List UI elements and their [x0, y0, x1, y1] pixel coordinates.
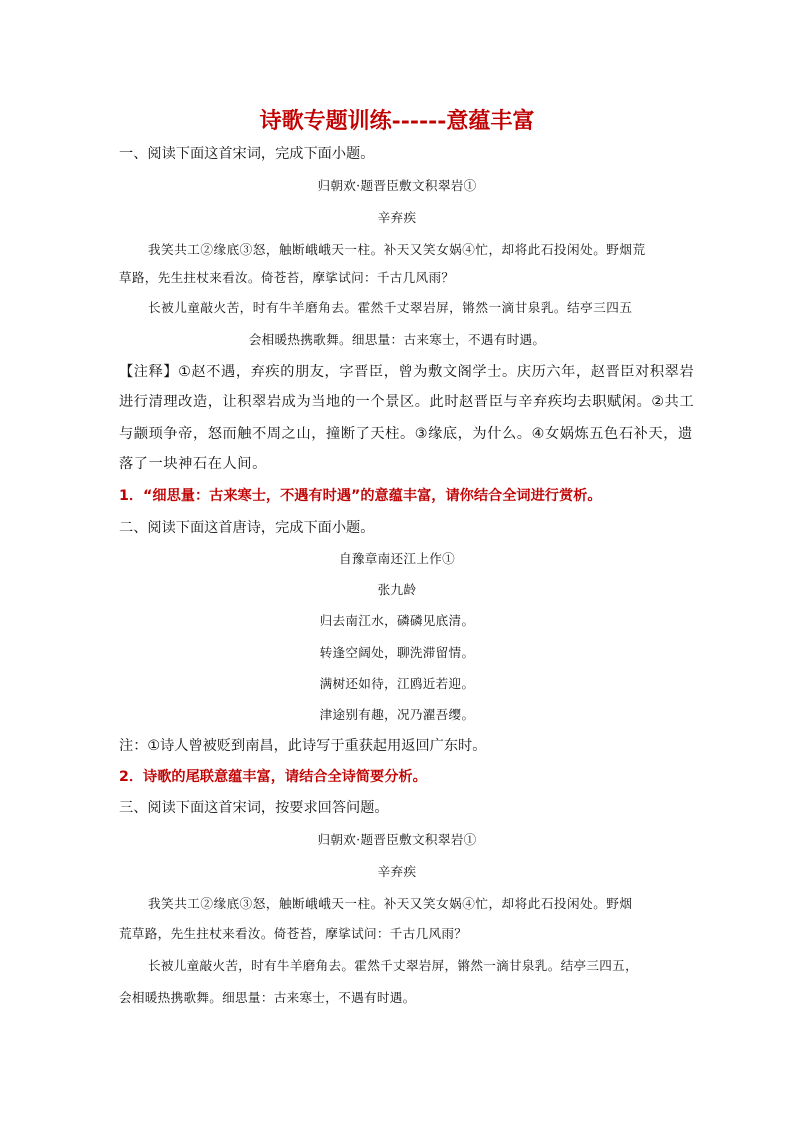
section-1-heading: 一、阅读下面这首宋词，完成下面小题。: [119, 146, 375, 162]
section-1-note-line: 落了一块神石在人间。: [119, 456, 267, 472]
section-2-note: 注：①诗人曾被贬到南昌，此诗写于重获起用返回广东时。: [119, 738, 487, 754]
question-1: 1．“细思量：古来寒士，不遇有时遇”的意蕴丰富，请你结合全词进行赏析。: [119, 488, 602, 504]
section-2-poem-author: 张九龄: [377, 582, 417, 597]
section-2-heading: 二、阅读下面这首唐诗，完成下面小题。: [119, 520, 375, 536]
section-1-poem-title: 归朝欢·题晋臣敷文积翠岩①: [317, 178, 477, 193]
section-2-poem-title: 自豫章南还江上作①: [338, 551, 456, 566]
section-3-poem-line: 会相暖热携歌舞。细思量：古来寒士，不遇有时遇。: [119, 990, 416, 1005]
section-1-poem-line: 我笑共工②缘底③怒，触断峨峨天一柱。补天又笑女娲④忙，却将此石投闲处。野烟荒: [148, 242, 646, 257]
section-1-note-line: 进行清理改造，让积翠岩成为当地的一个景区。此时赵晋臣与辛弃疾均去职赋闲。②共工: [119, 394, 695, 410]
section-3-poem-author: 辛弃疾: [377, 864, 417, 879]
section-3-poem-line: 我笑共工②缘底③怒，触断峨峨天一柱。补天又笑女娲④忙，却将此石投闲处。野烟: [148, 896, 633, 911]
section-3-poem-line: 荒草路，先生拄杖来看汝。倚苍苔，摩挲试问：千古几风雨？: [119, 926, 468, 941]
section-2-poem-line: 满树还如待，江鸥近若迎。: [319, 676, 475, 691]
section-1-poem-author: 辛弃疾: [377, 210, 417, 225]
section-2-poem-line: 津途别有趣，况乃濯吾缨。: [319, 707, 475, 722]
section-3-poem-title: 归朝欢·题晋臣敷文积翠岩①: [317, 832, 477, 847]
page-title: 诗歌专题训练------意蕴丰富: [259, 108, 535, 134]
question-2: 2．诗歌的尾联意蕴丰富，请结合全诗简要分析。: [119, 769, 427, 785]
section-2-poem-line: 归去南江水，磷磷见底清。: [319, 613, 475, 628]
section-2-poem-line: 转逢空阔处，聊洗滞留情。: [319, 645, 475, 660]
section-1-note-line: 【注释】①赵不遇，弃疾的朋友，字晋臣，曾为敷文阁学士。庆历六年，赵晋臣对积翠岩: [119, 364, 695, 380]
section-3-poem-line: 长被儿童敲火苦，时有牛羊磨角去。霍然千丈翠岩屏，锵然一滴甘泉乳。结亭三四五，: [148, 958, 638, 973]
section-3-heading: 三、阅读下面这首宋词，按要求回答问题。: [119, 800, 389, 816]
section-1-poem-line: 草路，先生拄杖来看汝。倚苍苔，摩挲试问：千古几风雨？: [119, 270, 455, 285]
section-1-poem-line: 会相暖热携歌舞。细思量：古来寒士，不遇有时遇。: [248, 332, 546, 347]
section-1-poem-line: 长被儿童敲火苦，时有牛羊磨角去。霍然千丈翠岩屏，锵然一滴甘泉乳。结亭三四五: [148, 300, 633, 315]
section-1-note-line: 与颛顼争帝，怒而触不周之山，撞断了天柱。③缘底，为什么。④女娲炼五色石补天，遗: [119, 426, 693, 442]
